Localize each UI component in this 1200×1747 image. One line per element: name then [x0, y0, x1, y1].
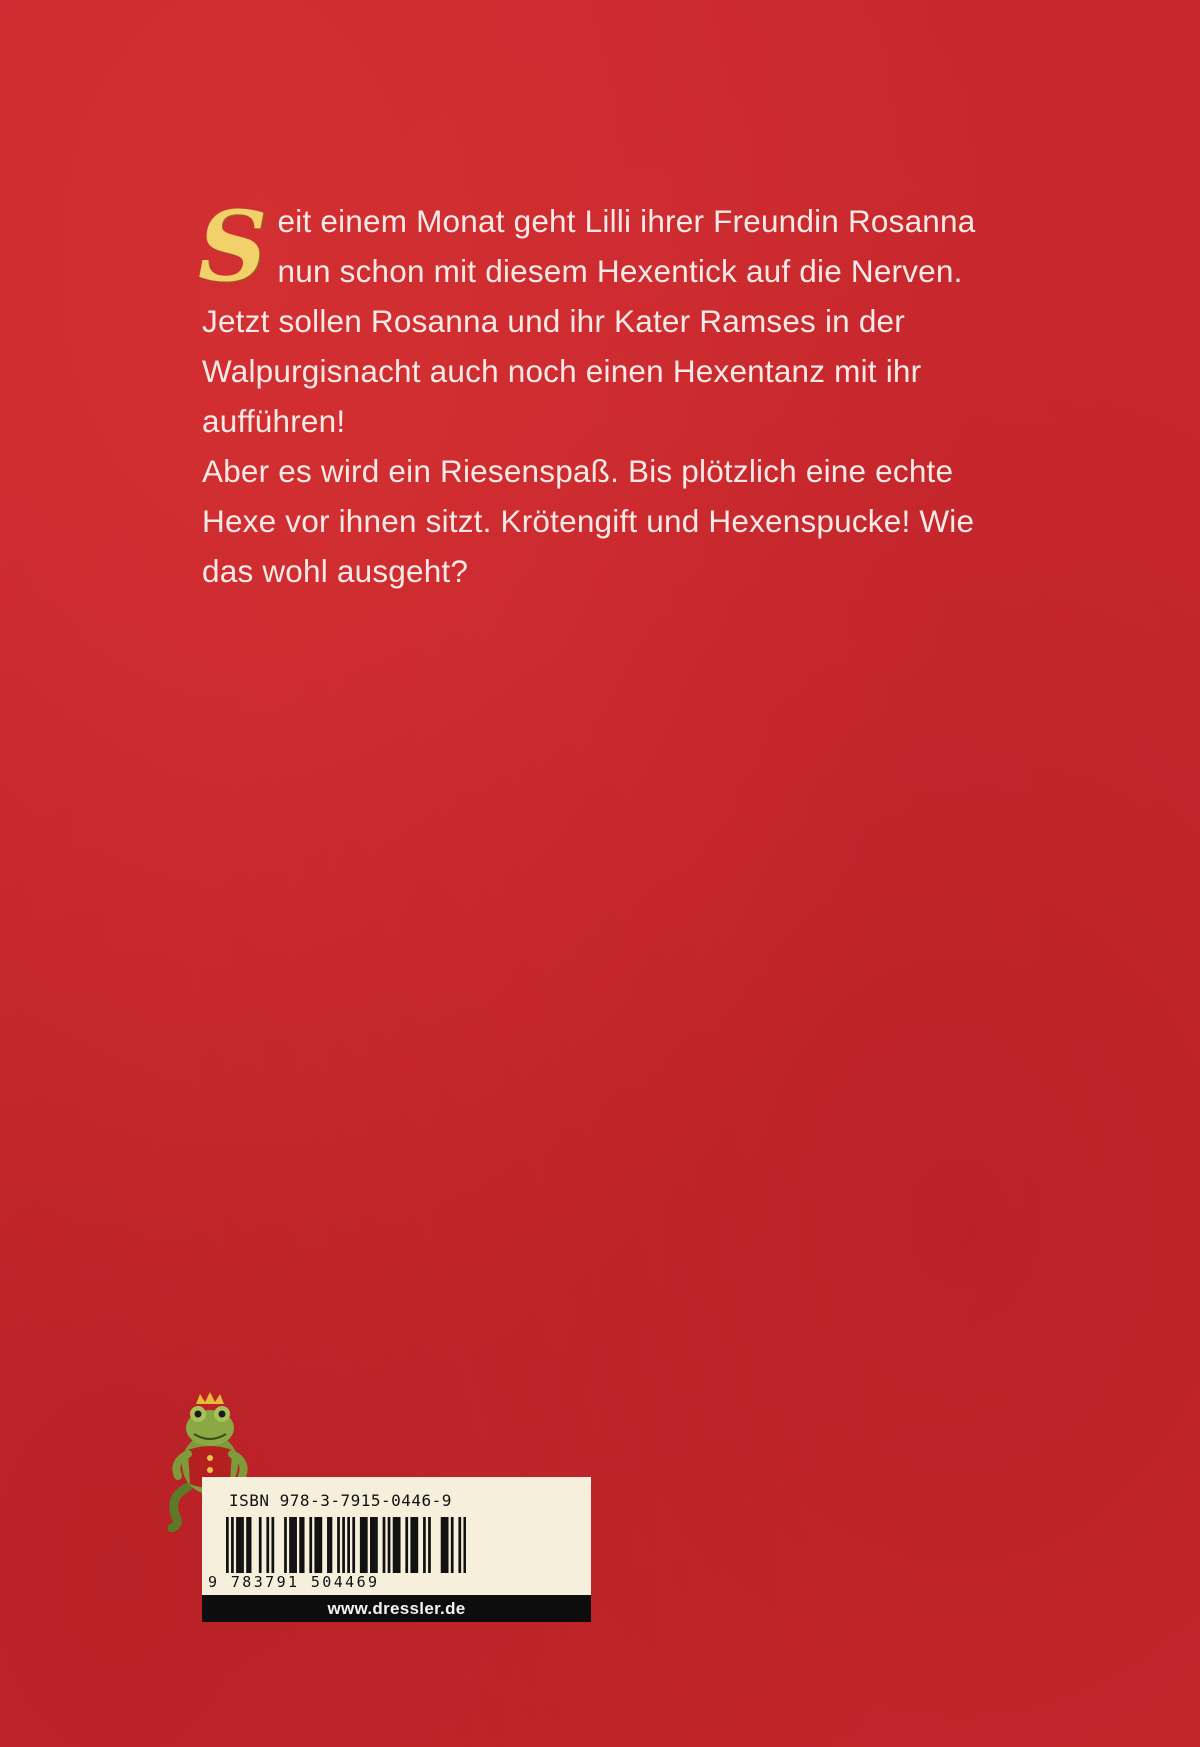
barcode-bar [330, 1517, 333, 1573]
barcode-bar [398, 1517, 401, 1573]
barcode-bar [239, 1517, 242, 1573]
barcode-bar [294, 1517, 297, 1573]
barcode-bar [246, 1517, 249, 1573]
barcode-bar [271, 1517, 274, 1573]
barcode-bar [266, 1517, 269, 1573]
barcode-bar [231, 1517, 234, 1573]
barcode-bar [443, 1517, 446, 1573]
barcode-bar [226, 1517, 229, 1573]
barcode-bar [463, 1517, 466, 1573]
barcode-bar [292, 1517, 295, 1573]
isbn-label: ISBN 978-3-7915-0446-9 [229, 1491, 452, 1510]
barcode-bar [249, 1517, 252, 1573]
barcode-bar [395, 1517, 398, 1573]
isbn-barcode-box [202, 1477, 591, 1622]
barcode-digits: 9 783791 504469 [208, 1573, 380, 1591]
barcode-bar [375, 1517, 378, 1573]
barcode-bar [428, 1517, 431, 1573]
barcode-bar [446, 1517, 449, 1573]
barcode-bar [319, 1517, 322, 1573]
barcode-bar [327, 1517, 330, 1573]
barcode-bar [451, 1517, 454, 1573]
barcode-bar [393, 1517, 396, 1573]
barcode-bar [360, 1517, 363, 1573]
barcode-bar [259, 1517, 262, 1573]
barcode-bar [388, 1517, 391, 1573]
blurb-paragraph-1-text: eit einem Monat geht Lilli ihrer Freundin Rosanna nun schon mit diesem Hexentick auf die Nerven. Jetzt sollen Rosanna und ihr Kater Ramses in der Walpurgisnacht auch noch einen Hexentanz mit ihr aufführen! [202, 203, 976, 439]
blurb-paragraph-2: Aber es wird ein Riesenspaß. Bis plötzlich eine echte Hexe vor ihnen sitzt. Krötengift und Hexenspucke! Wie das wohl ausgeht? [202, 453, 975, 589]
barcode-bars [226, 1517, 466, 1573]
barcode-bar [410, 1517, 413, 1573]
barcode-bar [289, 1517, 292, 1573]
barcode-bar [337, 1517, 340, 1573]
barcode-bar [365, 1517, 368, 1573]
barcode-bar [314, 1517, 317, 1573]
barcode-bar [423, 1517, 426, 1573]
barcode-bar [241, 1517, 244, 1573]
barcode-bar [347, 1517, 350, 1573]
blurb-paragraph-1 [198, 190, 1022, 446]
barcode-bar [342, 1517, 345, 1573]
barcode-bar [284, 1517, 287, 1573]
barcode-bar [317, 1517, 320, 1573]
barcode-bar [383, 1517, 386, 1573]
barcode-bar [299, 1517, 302, 1573]
barcode-bar [370, 1517, 373, 1573]
barcode-bar [413, 1517, 416, 1573]
barcode-bar [373, 1517, 376, 1573]
barcode-bar [362, 1517, 365, 1573]
drop-cap-letter: S [198, 190, 268, 303]
barcode-bar [405, 1517, 408, 1573]
blurb-text [198, 190, 1022, 596]
barcode-bar [441, 1517, 444, 1573]
barcode-bar [302, 1517, 305, 1573]
barcode-bar [458, 1517, 461, 1573]
publisher-url: www.dressler.de [202, 1595, 591, 1622]
barcode-bar [415, 1517, 418, 1573]
barcode-bar [236, 1517, 239, 1573]
barcode-bar [309, 1517, 312, 1573]
barcode-bar [352, 1517, 355, 1573]
